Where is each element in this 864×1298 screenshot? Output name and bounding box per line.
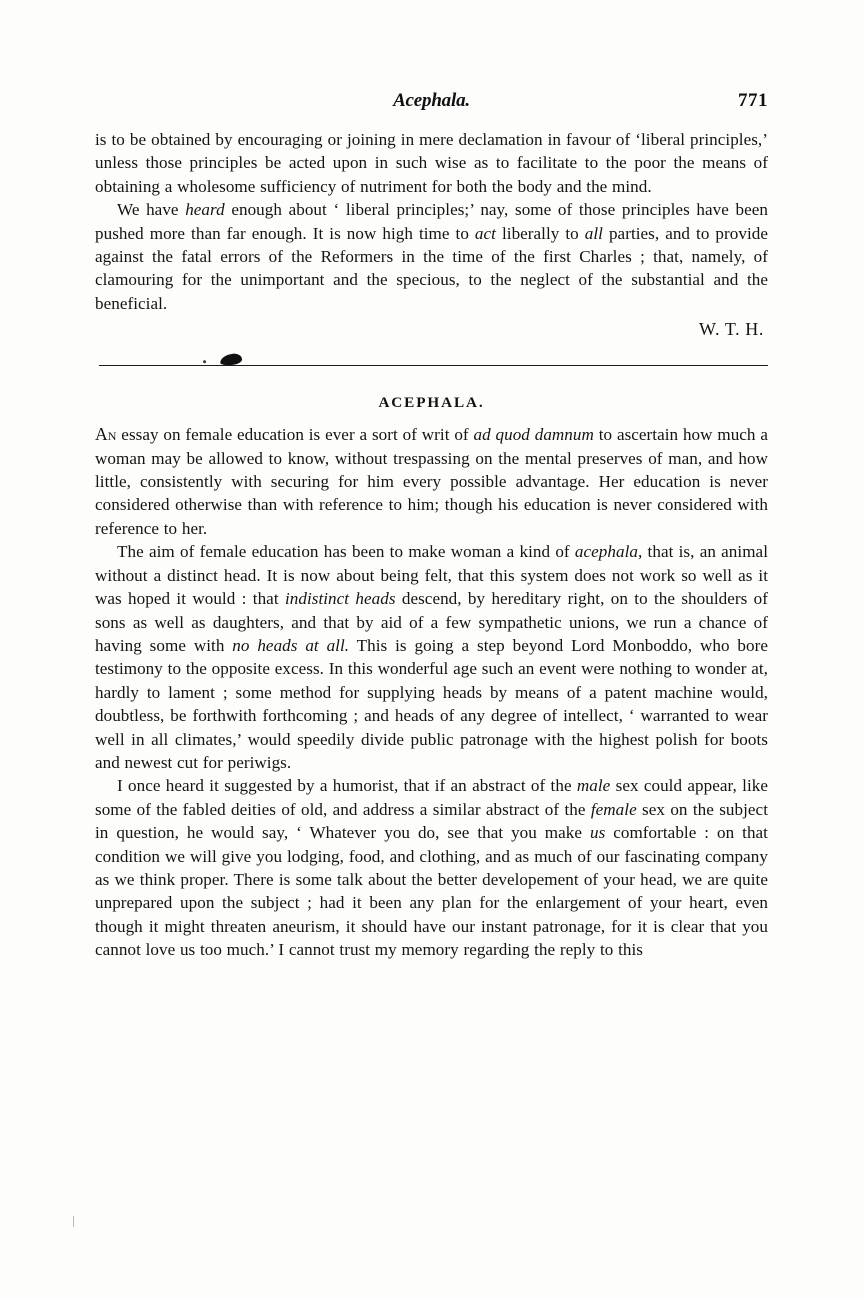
- body-text: parties, and to provide against the fatal errors of the Reformers in the time of the first Charles ; that, namely, of clamouring for the unimportant and the specious, to the neglect of the substantial and the beneficial.: [95, 223, 768, 313]
- body-text: that is, an animal without a distinct head. It is now about being felt, that this system does not work so well as it was hoped it would : that: [95, 542, 768, 609]
- paragraph: [95, 774, 768, 961]
- body-text: This is going a step beyond Lord Monboddo, who bore testimony to the opposite excess. In this wonderful age such an event were nothing to wonder at, hardly to lament ; some method for supplying heads by means of a patent machine would, doubtless, be forthwith forthcoming ; and heads of any degree of intellect, ‘ warranted to wear well in all climates,’ would speedily divide public patronage with the highest polish for boots and newest cut for periwigs.: [95, 635, 768, 772]
- emphasis-text: ad quod damnum: [473, 425, 594, 445]
- paragraph: [95, 423, 768, 540]
- margin-stray-mark: [73, 1216, 74, 1227]
- emphasis-text: us: [589, 823, 606, 843]
- paragraph: [95, 128, 768, 198]
- body-text: The aim of female education has been to make woman a kind of: [117, 542, 575, 562]
- divider-rule: [99, 365, 768, 366]
- paragraph: [95, 198, 768, 315]
- emphasis-text: male: [576, 776, 611, 796]
- emphasis-text: acephala,: [574, 542, 643, 562]
- emphasis-text: act: [474, 223, 496, 243]
- emphasis-text: all: [584, 223, 603, 243]
- body-text: is to be obtained by encouraging or joining in mere declamation in favour of ‘liberal principles,’ unless those principles be acted upon in such wise as to facilitate to the poor the means of obtaining a wholesome sufficiency of nutriment for both the body and the mind.: [95, 130, 768, 196]
- section-divider: [95, 350, 768, 378]
- body-text: I once heard it suggested by a humorist, that if an abstract of the: [117, 776, 577, 796]
- body-text: to ascertain how much a woman may be allowed to know, without trespassing on the mental preserves of man, and how little, consistently with securing for him every possible advantage. Her education is never considered otherwise than with reference to him; though his education is never considered with reference to her.: [95, 425, 768, 538]
- body-text: liberally to: [495, 223, 585, 243]
- article-end-body: [95, 128, 768, 315]
- text-column: [95, 128, 768, 962]
- emphasis-text: indistinct heads: [284, 589, 396, 609]
- article-body: [95, 423, 768, 961]
- emphasis-text: female: [590, 799, 637, 819]
- emphasis-text: no heads at all.: [232, 635, 350, 655]
- running-head-title: Acephala.: [393, 90, 470, 111]
- article-heading: ACEPHALA.: [378, 394, 485, 412]
- body-text: We have: [117, 200, 186, 220]
- emphasis-text: heard: [185, 200, 225, 220]
- body-text: comfortable : on that condition we will give you lodging, food, and clothing, and as much of our fascinating company as we think proper. There is some talk about the better developement of your head, we are quite unprepared upon the subject ; had it been any plan for the enlargement of your heart, even though it might threaten aneurism, it should have our instant patronage, for it is clear that you cannot love us too much.’ I cannot trust my memory regarding the reply to this: [95, 823, 768, 960]
- running-head: [95, 90, 768, 116]
- body-text: sex on the subject in question, he would say, ‘ Whatever you do, see that you make: [95, 799, 768, 843]
- body-text: descend, by hereditary right, on to the shoulders of sons as well as daughters, and that by aid of a few sympathetic unions, we run a chance of having some with: [95, 589, 768, 655]
- body-text: essay on female education is ever a sort of writ of: [116, 425, 474, 445]
- paragraph: [95, 540, 768, 774]
- small-caps-text: An: [95, 424, 117, 445]
- author-signature: W. T. H.: [699, 319, 764, 340]
- page-number: 771: [738, 90, 768, 111]
- body-text: enough about ‘ liberal principles;’ nay, some of those principles have been pushed more than far enough. It is now high time to: [95, 200, 768, 243]
- body-text: sex could appear, like some of the fabled deities of old, and address a similar abstract of the: [95, 776, 768, 819]
